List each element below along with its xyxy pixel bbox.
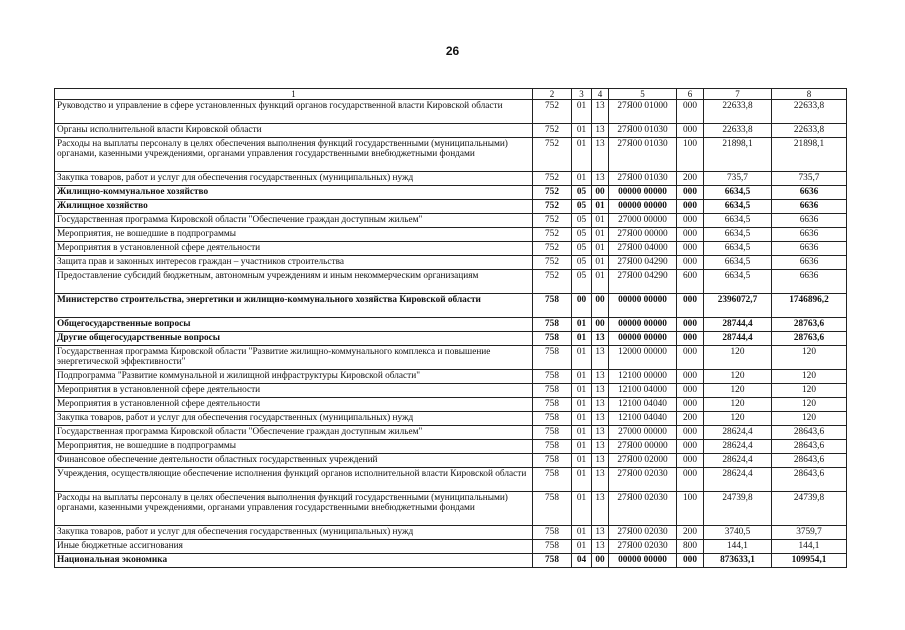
item-name-cell: Государственная программа Кировской области "Обеспечение граждан доступным жильем" — [55, 214, 533, 228]
item-name-cell: Мероприятия, не вошедшие в подпрограммы — [55, 228, 533, 242]
expense-type-cell: 000 — [677, 384, 704, 398]
expense-type-cell: 000 — [677, 398, 704, 412]
amount-year-2-cell: 120 — [772, 412, 847, 426]
item-name-cell: Органы исполнительной власти Кировской области — [55, 124, 533, 138]
subsection-code-cell: 13 — [592, 412, 609, 426]
expense-type-cell: 000 — [677, 186, 704, 200]
subsection-code-cell: 13 — [592, 172, 609, 186]
target-article-cell: 27000 00000 — [609, 426, 677, 440]
item-name-cell: Общегосударственные вопросы — [55, 318, 533, 332]
amount-year-2-cell: 6636 — [772, 270, 847, 294]
amount-year-2-cell: 6636 — [772, 214, 847, 228]
subsection-code-cell: 13 — [592, 346, 609, 370]
expense-type-cell: 100 — [677, 492, 704, 526]
amount-year-2-cell: 144,1 — [772, 540, 847, 554]
page-number: 26 — [445, 44, 460, 58]
department-code-cell: 758 — [533, 468, 572, 492]
table-row — [55, 454, 847, 468]
department-code-cell: 752 — [533, 228, 572, 242]
target-article-cell: 27Я00 01030 — [609, 138, 677, 172]
department-code-cell: 758 — [533, 426, 572, 440]
column-number-4: 4 — [592, 89, 609, 100]
section-code-cell: 01 — [572, 332, 592, 346]
subsection-code-cell: 13 — [592, 540, 609, 554]
section-code-cell: 01 — [572, 398, 592, 412]
target-article-cell: 12100 04040 — [609, 398, 677, 412]
subsection-code-cell: 13 — [592, 100, 609, 124]
amount-year-1-cell: 6634,5 — [704, 256, 772, 270]
expense-type-cell: 000 — [677, 100, 704, 124]
department-code-cell: 758 — [533, 440, 572, 454]
expense-type-cell: 200 — [677, 412, 704, 426]
subsection-code-cell: 00 — [592, 186, 609, 200]
amount-year-1-cell: 120 — [704, 384, 772, 398]
subsection-code-cell: 01 — [592, 228, 609, 242]
department-code-cell: 752 — [533, 138, 572, 172]
section-code-cell: 05 — [572, 256, 592, 270]
amount-year-1-cell: 3740,5 — [704, 526, 772, 540]
target-article-cell: 12100 04040 — [609, 412, 677, 426]
department-code-cell: 752 — [533, 186, 572, 200]
amount-year-1-cell: 120 — [704, 346, 772, 370]
amount-year-1-cell: 144,1 — [704, 540, 772, 554]
item-name-cell: Расходы на выплаты персоналу в целях обеспечения выполнения функций государственными (муниципальными) органами, казенными учреждениями, органами управления государственными внебюджетными фондами — [55, 492, 533, 526]
table-row — [55, 370, 847, 384]
table-row — [55, 200, 847, 214]
item-name-cell: Жилищное хозяйство — [55, 200, 533, 214]
department-code-cell: 752 — [533, 270, 572, 294]
department-code-cell: 758 — [533, 294, 572, 318]
target-article-cell: 12100 00000 — [609, 370, 677, 384]
department-code-cell: 758 — [533, 398, 572, 412]
expense-type-cell: 000 — [677, 124, 704, 138]
amount-year-2-cell: 120 — [772, 370, 847, 384]
target-article-cell: 27Я00 01000 — [609, 100, 677, 124]
amount-year-1-cell: 873633,1 — [704, 554, 772, 568]
target-article-cell: 00000 00000 — [609, 200, 677, 214]
item-name-cell: Подпрограмма "Развитие коммунальной и жилищной инфраструктуры Кировской области" — [55, 370, 533, 384]
section-code-cell: 01 — [572, 468, 592, 492]
department-code-cell: 758 — [533, 492, 572, 526]
table-row — [55, 228, 847, 242]
section-code-cell: 05 — [572, 242, 592, 256]
item-name-cell: Жилищно-коммунальное хозяйство — [55, 186, 533, 200]
amount-year-1-cell: 28624,4 — [704, 468, 772, 492]
expense-type-cell: 000 — [677, 242, 704, 256]
item-name-cell: Учреждения, осуществляющие обеспечение исполнения функций органов исполнительной власти Кировской области — [55, 468, 533, 492]
section-code-cell: 05 — [572, 228, 592, 242]
amount-year-2-cell: 28643,6 — [772, 468, 847, 492]
department-code-cell: 752 — [533, 214, 572, 228]
department-code-cell: 758 — [533, 318, 572, 332]
subsection-code-cell: 01 — [592, 242, 609, 256]
amount-year-2-cell: 6636 — [772, 186, 847, 200]
subsection-code-cell: 01 — [592, 256, 609, 270]
section-code-cell: 05 — [572, 270, 592, 294]
amount-year-1-cell: 6634,5 — [704, 270, 772, 294]
table-row — [55, 172, 847, 186]
section-code-cell: 04 — [572, 554, 592, 568]
amount-year-1-cell: 22633,8 — [704, 100, 772, 124]
table-row — [55, 332, 847, 346]
amount-year-1-cell: 735,7 — [704, 172, 772, 186]
expense-type-cell: 100 — [677, 138, 704, 172]
item-name-cell: Национальная экономика — [55, 554, 533, 568]
subsection-code-cell: 13 — [592, 468, 609, 492]
amount-year-1-cell: 6634,5 — [704, 186, 772, 200]
target-article-cell: 27Я00 00000 — [609, 228, 677, 242]
section-code-cell: 01 — [572, 526, 592, 540]
target-article-cell: 27Я00 02030 — [609, 468, 677, 492]
expense-type-cell: 000 — [677, 256, 704, 270]
amount-year-2-cell: 6636 — [772, 228, 847, 242]
item-name-cell: Расходы на выплаты персоналу в целях обеспечения выполнения функций государственными (муниципальными) органами, казенными учреждениями, органами управления государственными внебюджетными фондами — [55, 138, 533, 172]
target-article-cell: 27Я00 02030 — [609, 540, 677, 554]
table-row — [55, 270, 847, 294]
subsection-code-cell: 01 — [592, 200, 609, 214]
target-article-cell: 27Я00 02000 — [609, 454, 677, 468]
amount-year-2-cell: 28643,6 — [772, 440, 847, 454]
amount-year-2-cell: 120 — [772, 346, 847, 370]
amount-year-2-cell: 22633,8 — [772, 124, 847, 138]
target-article-cell: 12100 04000 — [609, 384, 677, 398]
expense-type-cell: 200 — [677, 526, 704, 540]
table-row — [55, 412, 847, 426]
item-name-cell: Государственная программа Кировской области "Обеспечение граждан доступным жильем" — [55, 426, 533, 440]
subsection-code-cell: 01 — [592, 214, 609, 228]
target-article-cell: 00000 00000 — [609, 554, 677, 568]
subsection-code-cell: 00 — [592, 294, 609, 318]
table-row — [55, 440, 847, 454]
column-number-5: 5 — [609, 89, 677, 100]
item-name-cell: Руководство и управление в сфере установленных функций органов государственной власти Кировской области — [55, 100, 533, 124]
amount-year-1-cell: 6634,5 — [704, 228, 772, 242]
subsection-code-cell: 13 — [592, 526, 609, 540]
table-header-row — [55, 89, 847, 100]
section-code-cell: 05 — [572, 186, 592, 200]
department-code-cell: 758 — [533, 540, 572, 554]
section-code-cell: 01 — [572, 412, 592, 426]
section-code-cell: 05 — [572, 200, 592, 214]
department-code-cell: 752 — [533, 242, 572, 256]
item-name-cell: Мероприятия в установленной сфере деятельности — [55, 242, 533, 256]
amount-year-1-cell: 120 — [704, 398, 772, 412]
amount-year-1-cell: 28624,4 — [704, 426, 772, 440]
item-name-cell: Министерство строительства, энергетики и жилищно-коммунального хозяйства Кировской области — [55, 294, 533, 318]
amount-year-1-cell: 6634,5 — [704, 242, 772, 256]
amount-year-1-cell: 24739,8 — [704, 492, 772, 526]
amount-year-1-cell: 120 — [704, 412, 772, 426]
expense-type-cell: 600 — [677, 270, 704, 294]
column-number-2: 2 — [533, 89, 572, 100]
section-code-cell: 00 — [572, 294, 592, 318]
expense-type-cell: 000 — [677, 370, 704, 384]
subsection-code-cell: 13 — [592, 384, 609, 398]
table-row — [55, 384, 847, 398]
subsection-code-cell: 13 — [592, 454, 609, 468]
table-row — [55, 468, 847, 492]
section-code-cell: 01 — [572, 318, 592, 332]
table-row — [55, 242, 847, 256]
department-code-cell: 758 — [533, 384, 572, 398]
budget-table — [54, 88, 847, 568]
target-article-cell: 00000 00000 — [609, 294, 677, 318]
table-row — [55, 138, 847, 172]
target-article-cell: 27Я00 01030 — [609, 172, 677, 186]
expense-type-cell: 000 — [677, 294, 704, 318]
amount-year-1-cell: 2396072,7 — [704, 294, 772, 318]
table-row — [55, 492, 847, 526]
subsection-code-cell: 13 — [592, 370, 609, 384]
table-row — [55, 526, 847, 540]
subsection-code-cell: 00 — [592, 318, 609, 332]
target-article-cell: 27Я00 02030 — [609, 492, 677, 526]
section-code-cell: 01 — [572, 346, 592, 370]
expense-type-cell: 000 — [677, 346, 704, 370]
subsection-code-cell: 13 — [592, 398, 609, 412]
item-name-cell: Финансовое обеспечение деятельности областных государственных учреждений — [55, 454, 533, 468]
section-code-cell: 01 — [572, 172, 592, 186]
section-code-cell: 01 — [572, 454, 592, 468]
amount-year-2-cell: 28763,6 — [772, 332, 847, 346]
expense-type-cell: 000 — [677, 426, 704, 440]
section-code-cell: 01 — [572, 492, 592, 526]
department-code-cell: 758 — [533, 454, 572, 468]
target-article-cell: 00000 00000 — [609, 332, 677, 346]
expense-type-cell: 000 — [677, 200, 704, 214]
table-row — [55, 124, 847, 138]
subsection-code-cell: 13 — [592, 426, 609, 440]
table-row — [55, 540, 847, 554]
target-article-cell: 00000 00000 — [609, 186, 677, 200]
column-number-8: 8 — [772, 89, 847, 100]
item-name-cell: Мероприятия в установленной сфере деятельности — [55, 398, 533, 412]
section-code-cell: 01 — [572, 124, 592, 138]
department-code-cell: 758 — [533, 370, 572, 384]
amount-year-2-cell: 120 — [772, 398, 847, 412]
item-name-cell: Мероприятия, не вошедшие в подпрограммы — [55, 440, 533, 454]
target-article-cell: 27Я00 01030 — [609, 124, 677, 138]
amount-year-2-cell: 3759,7 — [772, 526, 847, 540]
department-code-cell: 752 — [533, 100, 572, 124]
amount-year-2-cell: 28643,6 — [772, 426, 847, 440]
department-code-cell: 752 — [533, 256, 572, 270]
amount-year-2-cell: 6636 — [772, 256, 847, 270]
amount-year-1-cell: 6634,5 — [704, 214, 772, 228]
table-row — [55, 318, 847, 332]
department-code-cell: 758 — [533, 554, 572, 568]
target-article-cell: 27Я00 04290 — [609, 270, 677, 294]
item-name-cell: Иные бюджетные ассигнования — [55, 540, 533, 554]
item-name-cell: Защита прав и законных интересов граждан – участников строительства — [55, 256, 533, 270]
department-code-cell: 758 — [533, 526, 572, 540]
section-code-cell: 01 — [572, 100, 592, 124]
expense-type-cell: 000 — [677, 332, 704, 346]
item-name-cell: Другие общегосударственные вопросы — [55, 332, 533, 346]
table-row — [55, 346, 847, 370]
amount-year-2-cell: 1746896,2 — [772, 294, 847, 318]
expense-type-cell: 000 — [677, 554, 704, 568]
amount-year-2-cell: 109954,1 — [772, 554, 847, 568]
amount-year-2-cell: 22633,8 — [772, 100, 847, 124]
subsection-code-cell: 13 — [592, 440, 609, 454]
subsection-code-cell: 01 — [592, 270, 609, 294]
item-name-cell: Государственная программа Кировской области "Развитие жилищно-коммунального комплекса и повышение энергетической эффективности" — [55, 346, 533, 370]
expense-type-cell: 000 — [677, 454, 704, 468]
amount-year-1-cell: 120 — [704, 370, 772, 384]
amount-year-2-cell: 120 — [772, 384, 847, 398]
target-article-cell: 27000 00000 — [609, 214, 677, 228]
table-row — [55, 398, 847, 412]
amount-year-1-cell: 28744,4 — [704, 318, 772, 332]
table-row — [55, 554, 847, 568]
amount-year-1-cell: 28624,4 — [704, 454, 772, 468]
column-number-3: 3 — [572, 89, 592, 100]
department-code-cell: 752 — [533, 200, 572, 214]
table-row — [55, 100, 847, 124]
target-article-cell: 27Я00 04290 — [609, 256, 677, 270]
amount-year-2-cell: 6636 — [772, 200, 847, 214]
amount-year-2-cell: 28763,6 — [772, 318, 847, 332]
section-code-cell: 01 — [572, 540, 592, 554]
department-code-cell: 758 — [533, 346, 572, 370]
subsection-code-cell: 13 — [592, 138, 609, 172]
amount-year-2-cell: 28643,6 — [772, 454, 847, 468]
department-code-cell: 758 — [533, 332, 572, 346]
target-article-cell: 27Я00 00000 — [609, 440, 677, 454]
table-row — [55, 426, 847, 440]
subsection-code-cell: 13 — [592, 124, 609, 138]
table-row — [55, 256, 847, 270]
target-article-cell: 27Я00 02030 — [609, 526, 677, 540]
amount-year-2-cell: 6636 — [772, 242, 847, 256]
item-name-cell: Закупка товаров, работ и услуг для обеспечения государственных (муниципальных) нужд — [55, 526, 533, 540]
expense-type-cell: 000 — [677, 440, 704, 454]
item-name-cell: Мероприятия в установленной сфере деятельности — [55, 384, 533, 398]
subsection-code-cell: 13 — [592, 492, 609, 526]
section-code-cell: 01 — [572, 370, 592, 384]
subsection-code-cell: 13 — [592, 332, 609, 346]
department-code-cell: 758 — [533, 412, 572, 426]
column-number-7: 7 — [704, 89, 772, 100]
department-code-cell: 752 — [533, 124, 572, 138]
table-row — [55, 294, 847, 318]
target-article-cell: 00000 00000 — [609, 318, 677, 332]
subsection-code-cell: 00 — [592, 554, 609, 568]
amount-year-1-cell: 28744,4 — [704, 332, 772, 346]
department-code-cell: 752 — [533, 172, 572, 186]
amount-year-2-cell: 735,7 — [772, 172, 847, 186]
section-code-cell: 01 — [572, 440, 592, 454]
column-number-6: 6 — [677, 89, 704, 100]
target-article-cell: 12000 00000 — [609, 346, 677, 370]
section-code-cell: 01 — [572, 384, 592, 398]
expense-type-cell: 200 — [677, 172, 704, 186]
item-name-cell: Закупка товаров, работ и услуг для обеспечения государственных (муниципальных) нужд — [55, 412, 533, 426]
expense-type-cell: 000 — [677, 214, 704, 228]
item-name-cell: Закупка товаров, работ и услуг для обеспечения государственных (муниципальных) нужд — [55, 172, 533, 186]
amount-year-1-cell: 28624,4 — [704, 440, 772, 454]
column-number-1: 1 — [55, 89, 533, 100]
table-row — [55, 214, 847, 228]
section-code-cell: 01 — [572, 426, 592, 440]
expense-type-cell: 000 — [677, 318, 704, 332]
expense-type-cell: 800 — [677, 540, 704, 554]
amount-year-2-cell: 21898,1 — [772, 138, 847, 172]
amount-year-1-cell: 22633,8 — [704, 124, 772, 138]
table-row — [55, 186, 847, 200]
item-name-cell: Предоставление субсидий бюджетным, автономным учреждениям и иным некоммерческим организациям — [55, 270, 533, 294]
section-code-cell: 01 — [572, 138, 592, 172]
section-code-cell: 05 — [572, 214, 592, 228]
target-article-cell: 27Я00 04000 — [609, 242, 677, 256]
amount-year-2-cell: 24739,8 — [772, 492, 847, 526]
amount-year-1-cell: 21898,1 — [704, 138, 772, 172]
expense-type-cell: 000 — [677, 468, 704, 492]
amount-year-1-cell: 6634,5 — [704, 200, 772, 214]
expense-type-cell: 000 — [677, 228, 704, 242]
